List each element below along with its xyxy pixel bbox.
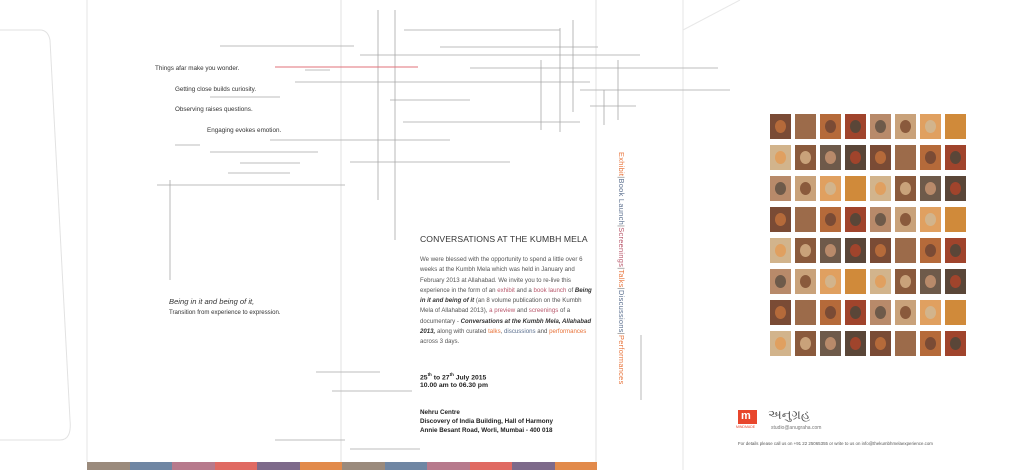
face-shape [775,244,786,257]
portrait-thumbnail [920,238,941,263]
portrait-thumbnail [845,176,866,201]
portrait-thumbnail [845,145,866,170]
face-shape [950,120,961,133]
programme-vertical-list [617,152,626,385]
programme-item: Screenings [617,227,626,268]
programme-separator: | [617,267,626,270]
portrait-thumbnail [870,114,891,139]
portrait-thumbnail [795,176,816,201]
portrait-thumbnail [820,207,841,232]
portrait-thumbnail [920,145,941,170]
face-shape [950,275,961,288]
invite-title: CONVERSATIONS AT THE KUMBH MELA [420,234,588,244]
face-shape [825,151,836,164]
face-shape [850,151,861,164]
face-shape [875,306,886,319]
tagline-1: Things afar make you wonder. [155,65,240,72]
face-shape [925,120,936,133]
portrait-thumbnail [895,176,916,201]
portrait-thumbnail [870,269,891,294]
face-shape [850,182,861,195]
portrait-thumbnail [770,114,791,139]
programme-item: Exhibit [617,152,626,177]
portrait-thumbnail [920,269,941,294]
color-strip-segment [257,462,300,470]
portrait-thumbnail [845,114,866,139]
face-shape [950,151,961,164]
portrait-thumbnail [870,176,891,201]
portrait-thumbnail [795,145,816,170]
portrait-thumbnail [920,300,941,325]
venue-line-3: Annie Besant Road, Worli, Mumbai - 400 018 [420,427,553,434]
portrait-thumbnail [820,238,841,263]
color-strip-segment [87,462,130,470]
portrait-thumbnail [895,238,916,263]
programme-separator: | [617,224,626,228]
quote-line-2: Transition from experience to expression. [169,309,281,316]
portrait-thumbnail [770,269,791,294]
portrait-thumbnail [770,300,791,325]
portrait-thumbnail [920,207,941,232]
programme-item: Book Launch [617,178,626,225]
tagline-4: Engaging evokes emotion. [207,127,282,134]
portrait-thumbnail [795,238,816,263]
portrait-thumbnail [895,145,916,170]
face-shape [950,244,961,257]
face-shape [875,213,886,226]
face-shape [925,182,936,195]
portrait-thumbnail [870,145,891,170]
invite-body: We were blessed with the opportunity to spend a little over 6 weeks at the Kumbh Mela which was held in January and February 2013 at Allahabad. We invite you to re-live this experience in the form of an exhibit and a book launch of Being in it and being of it (an 8 volume publication on the Kumbh Mela of Allahabad 2013), a preview and screenings of a documentary - Conversations at the Kumbh Mela, Allahabad 2013, along with curated talks, discussions and performances across 3 days. [420,256,592,346]
performances-highlight: performances [549,328,587,336]
face-shape [775,306,786,319]
face-shape [925,337,936,350]
face-shape [825,275,836,288]
portrait-thumbnail [770,145,791,170]
portrait-thumbnail [945,207,966,232]
portrait-thumbnail [870,238,891,263]
face-shape [925,306,936,319]
face-shape [950,213,961,226]
programme-item: Talks [617,269,626,288]
face-shape [800,182,811,195]
portrait-thumbnail [945,331,966,356]
discussions-highlight: discussions [504,328,536,336]
face-shape [875,275,886,288]
preview-highlight: a preview [489,307,516,315]
portrait-thumbnail [895,331,916,356]
tagline-2: Getting close builds curiosity. [175,86,257,93]
portrait-thumbnail [770,331,791,356]
portrait-thumbnail [795,207,816,232]
portrait-thumbnail [945,238,966,263]
portrait-thumbnail [845,331,866,356]
face-shape [875,337,886,350]
portrait-thumbnail [895,300,916,325]
face-shape [900,182,911,195]
studio-email: studio@anugraha.com [771,425,822,431]
programme-item: Discussions [617,290,626,333]
face-shape [925,151,936,164]
portrait-thumbnail [945,269,966,294]
portrait-thumbnail [770,238,791,263]
face-shape [800,151,811,164]
contact-details: For details please call us on +91 22 25065355 or write to us on info@thekumbhmelaexperience.com [738,441,933,446]
face-shape [825,213,836,226]
face-shape [775,337,786,350]
face-shape [825,306,836,319]
portrait-thumbnail [870,207,891,232]
face-shape [900,151,911,164]
portrait-thumbnail [845,238,866,263]
portrait-thumbnail [895,269,916,294]
portrait-thumbnail [770,176,791,201]
screenings-highlight: screenings [528,307,559,315]
face-shape [875,244,886,257]
face-shape [900,213,911,226]
portrait-thumbnail [920,331,941,356]
face-shape [900,306,911,319]
color-strip-segment [215,462,258,470]
color-strip-segment [427,462,470,470]
portrait-thumbnail [795,269,816,294]
face-shape [850,213,861,226]
portrait-thumbnail [820,176,841,201]
portrait-thumbnail [820,331,841,356]
face-shape [950,182,961,195]
face-shape [800,275,811,288]
face-shape [775,275,786,288]
portrait-thumbnail [945,176,966,201]
face-shape [850,337,861,350]
face-shape [900,337,911,350]
color-strip-segment [172,462,215,470]
color-strip-segment [300,462,343,470]
face-shape [800,213,811,226]
portrait-thumbnail [820,300,841,325]
face-shape [925,213,936,226]
portrait-thumbnail [845,300,866,325]
mindmade-logo: m [738,410,757,424]
quote-line-1: Being in it and being of it, [169,297,255,306]
event-dates: 25th to 27th July 2015 [420,372,487,382]
event-time: 10.00 am to 06.30 pm [420,382,489,389]
face-shape [850,306,861,319]
portrait-thumbnail [770,207,791,232]
color-strip-segment [342,462,385,470]
tagline-3: Observing raises questions. [175,106,253,113]
face-shape [950,306,961,319]
face-shape [825,120,836,133]
book-title: Being in it and being of it [420,286,592,305]
face-shape [950,337,961,350]
portrait-thumbnail [895,114,916,139]
face-shape [850,275,861,288]
face-shape [900,120,911,133]
portrait-thumbnail [920,176,941,201]
documentary-title: Conversations at the Kumbh Mela, Allahabad 2013, [420,317,592,336]
portrait-thumbnail [945,145,966,170]
portrait-thumbnail [920,114,941,139]
book-launch-highlight: book launch [533,286,567,294]
face-shape [925,244,936,257]
color-strip-segment [130,462,173,470]
face-shape [825,337,836,350]
portrait-thumbnail [820,145,841,170]
face-shape [825,182,836,195]
portrait-thumbnail [870,331,891,356]
portrait-grid [770,114,968,356]
color-strip-segment [385,462,428,470]
portrait-thumbnail [795,300,816,325]
face-shape [875,151,886,164]
venue-name: Nehru Centre [420,409,460,416]
face-shape [850,120,861,133]
face-shape [875,120,886,133]
color-strip-segment [470,462,513,470]
portrait-thumbnail [795,331,816,356]
color-strip-segment [512,462,555,470]
portrait-thumbnail [895,207,916,232]
face-shape [875,182,886,195]
face-shape [925,275,936,288]
programme-separator: | [617,287,626,291]
face-shape [900,244,911,257]
portrait-thumbnail [945,114,966,139]
color-strip [87,462,597,470]
programme-item: Performances [617,334,626,385]
portrait-thumbnail [870,300,891,325]
portrait-thumbnail [795,114,816,139]
face-shape [900,275,911,288]
face-shape [825,244,836,257]
exhibit-highlight: exhibit [497,286,515,294]
color-strip-segment [555,462,598,470]
anugraha-brand: અનુગ્રહ [768,408,811,423]
programme-separator: | [617,176,626,179]
portrait-thumbnail [845,269,866,294]
logo-subtext: MINDMADE [736,425,756,429]
talks-highlight: talks [488,328,501,336]
face-shape [775,120,786,133]
portrait-thumbnail [945,300,966,325]
face-shape [775,182,786,195]
face-shape [775,213,786,226]
portrait-thumbnail [820,269,841,294]
portrait-thumbnail [845,207,866,232]
face-shape [775,151,786,164]
face-shape [850,244,861,257]
face-shape [800,244,811,257]
programme-separator: | [617,332,626,335]
face-shape [800,337,811,350]
face-shape [800,120,811,133]
portrait-thumbnail [820,114,841,139]
venue-line-2: Discovery of India Building, Hall of Harmony [420,418,553,425]
face-shape [800,306,811,319]
